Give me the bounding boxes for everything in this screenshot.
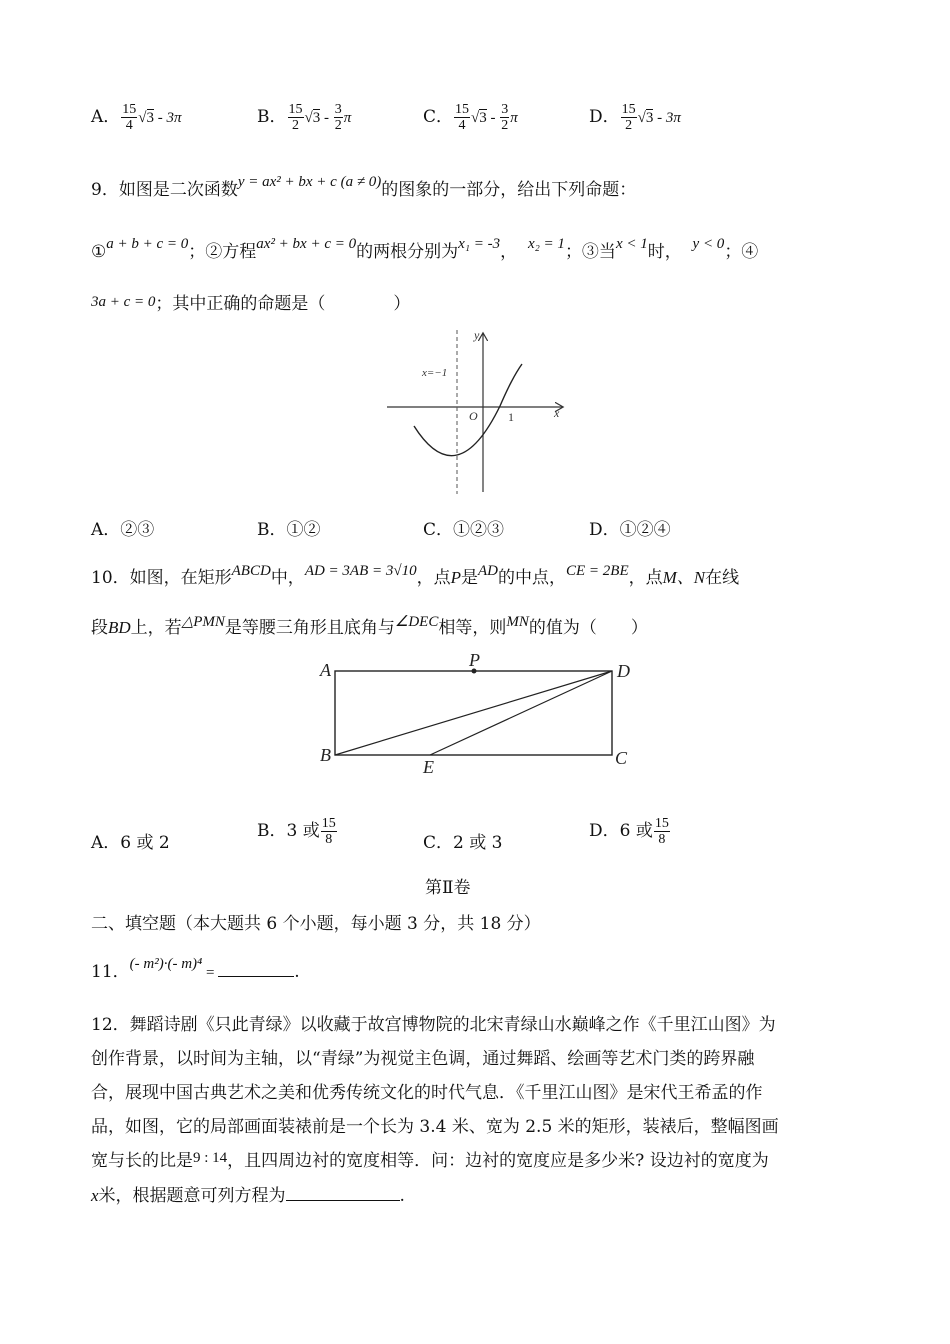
label-d: D xyxy=(617,661,630,681)
q10-option-b[interactable]: B．3 或 $\frac{15}{8}$ xyxy=(257,816,336,847)
q11: 11．(- m²)·(- m)⁴ = . xyxy=(91,956,300,982)
origin-label: O xyxy=(469,409,478,423)
q9-option-b[interactable]: B．①② xyxy=(257,520,321,540)
q12-line: 创作背景，以时间为主轴，以“青绿”为视觉主色调，通过舞蹈、绘画等艺术门类的跨界融 xyxy=(91,1049,755,1069)
section-title: 第Ⅱ卷 xyxy=(425,878,471,898)
q8-option-c[interactable]: C． $\frac{15}{4}$ √3 - $\frac{3}{2}$ π xyxy=(423,102,518,133)
segment-bd xyxy=(335,671,612,755)
fraction: $\frac{15}{8}$ xyxy=(321,816,336,847)
fraction: $\frac{15}{4}$ xyxy=(455,102,470,133)
label-a: A xyxy=(320,660,331,680)
q12-line: 12．舞蹈诗剧《只此青绿》以收藏于故宫博物院的北宋青绿山水巅峰之作《千里江山图》为 xyxy=(91,1015,776,1035)
fraction: $\frac{15}{4}$ xyxy=(122,102,137,133)
q12-paragraph xyxy=(91,1008,861,1213)
q10-option-d[interactable]: D．6 或 $\frac{15}{8}$ xyxy=(589,816,669,847)
q9-parabola-graph xyxy=(380,322,580,498)
q12-line: x米，根据题意可列方程为 . xyxy=(91,1186,405,1206)
fraction: $\frac{15}{2}$ xyxy=(621,102,636,133)
section-heading: 二、填空题（本大题共 6 个小题，每小题 3 分，共 18 分） xyxy=(91,914,541,934)
q12-line: 宽与长的比是9 : 14，且四周边衬的宽度相等．问：边衬的宽度应是多少米? 设边衬的宽度为 xyxy=(91,1150,769,1171)
q8-option-b[interactable]: B． $\frac{15}{2}$ √3 - $\frac{3}{2}$ π xyxy=(257,102,352,133)
q9-option-a[interactable]: A．②③ xyxy=(91,520,155,540)
tick-label-one: 1 xyxy=(508,410,514,424)
q9-option-c[interactable]: C．①②③ xyxy=(423,520,505,540)
fraction: $\frac{15}{8}$ xyxy=(654,816,669,847)
q8-option-d[interactable]: D． $\frac{15}{2}$ √3 - 3π xyxy=(589,102,681,133)
label-p: P xyxy=(469,650,480,670)
q9-stem: 9．如图是二次函数y = ax² + bx + c (a ≠ 0)的图象的一部分，给出下列命题： xyxy=(91,174,637,200)
q11-expression: (- m²)·(- m)⁴ xyxy=(129,956,203,972)
q12-answer-blank[interactable] xyxy=(286,1200,400,1201)
q10-stem-line1: 10．如图，在矩形ABCD中，AD = 3AB = 3√10，点P是AD的中点，CE = 2BE，点M、N在线 xyxy=(91,563,740,588)
label-c: C xyxy=(615,748,628,768)
segment-ed xyxy=(430,671,612,755)
q9-option-d[interactable]: D．①②④ xyxy=(589,520,671,540)
q9-statements: ①a + b + c = 0；②方程ax² + bx + c = 0的两根分别为x₁ = -3， x₂ = 1；③当x < 1时， y < 0；④ xyxy=(91,236,759,262)
q11-answer-blank[interactable] xyxy=(218,976,294,977)
q12-line: 合，展现中国古典艺术之美和优秀传统文化的时代气息．《千里江山图》是宋代王希孟的作 xyxy=(91,1083,763,1103)
symmetry-axis-label: x=−1 xyxy=(422,367,448,379)
label-e: E xyxy=(423,757,434,777)
q10-rectangle-figure xyxy=(310,648,650,780)
fraction: $\frac{15}{2}$ xyxy=(288,102,303,133)
y-axis-label: y xyxy=(474,328,480,342)
q10-stem-line2: 段BD上，若△PMN是等腰三角形且底角与∠DEC相等，则MN的值为（ ） xyxy=(91,614,648,638)
q9-statement-4: 3a + c = 0；其中正确的命题是（ ） xyxy=(91,294,411,314)
q10-option-c[interactable]: C．2 或 3 xyxy=(423,833,503,853)
q10-option-a[interactable]: A．6 或 2 xyxy=(91,833,170,853)
label-b: B xyxy=(320,745,331,765)
x-axis-label: x xyxy=(554,406,560,420)
q8-option-a[interactable]: A． $\frac{15}{4}$ √3 - 3π xyxy=(91,102,182,133)
q12-line: 品，如图，它的局部画面装裱前是一个长为 3.4 米、宽为 2.5 米的矩形，装裱后，整幅图画 xyxy=(91,1117,779,1137)
